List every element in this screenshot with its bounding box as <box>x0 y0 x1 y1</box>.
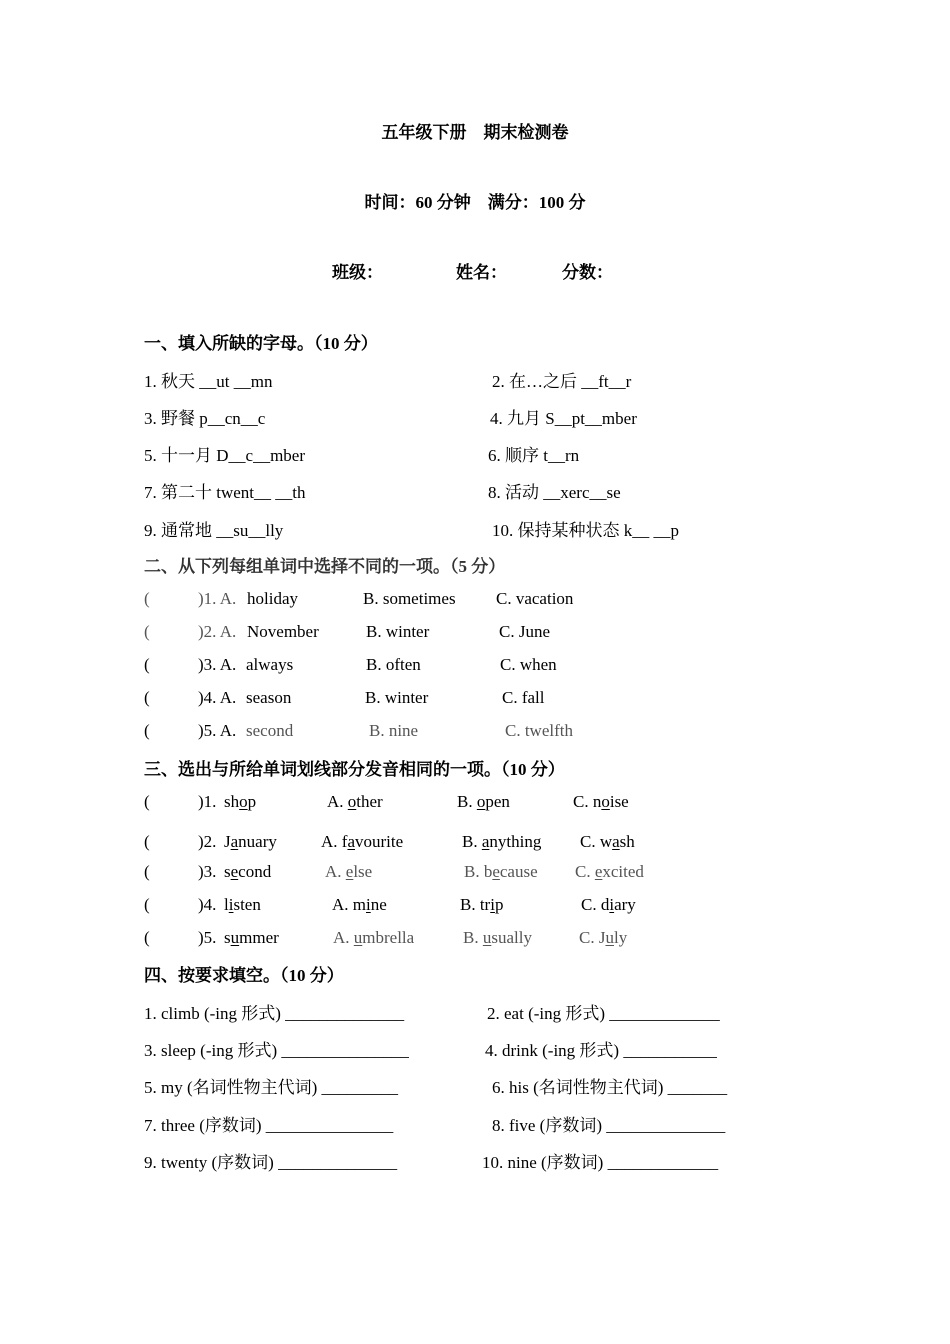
item-number: )3. A. <box>198 655 237 674</box>
s4-item-10: 10. nine (序数词) _____________ <box>482 1153 719 1172</box>
option-c: C. twelfth <box>505 721 573 740</box>
answer-paren: ( <box>144 792 150 811</box>
answer-paren: ( <box>144 832 150 851</box>
answer-paren: ( <box>144 589 150 608</box>
option-b: B. trip <box>460 895 504 914</box>
item-number: )4. A. <box>198 688 237 707</box>
s1-item-5: 5. 十一月 D__c__mber <box>144 446 306 465</box>
option-a: A. mine <box>332 895 387 914</box>
item-number: )5. A. <box>198 721 237 740</box>
s4-item-7: 7. three (序数词) _______________ <box>144 1116 394 1135</box>
item-number: )3. <box>198 862 217 881</box>
s1-item-7: 7. 第二十 twent__ __th <box>144 483 306 502</box>
s4-item-2: 2. eat (-ing 形式) _____________ <box>487 1004 720 1023</box>
target-word: January <box>224 832 277 851</box>
option-c: C. diary <box>581 895 636 914</box>
option-a: A. other <box>327 792 383 811</box>
answer-paren: ( <box>144 655 150 674</box>
item-number: )4. <box>198 895 217 914</box>
name-label: 姓名： <box>456 263 507 282</box>
s1-item-1: 1. 秋天 __ut __mn <box>144 372 273 391</box>
s4-item-4: 4. drink (-ing 形式) ___________ <box>485 1041 717 1060</box>
s1-item-10: 10. 保持某种状态 k__ __p <box>492 521 679 540</box>
item-number: )2. <box>198 832 217 851</box>
target-word: summer <box>224 928 279 947</box>
answer-paren: ( <box>144 928 150 947</box>
option-a: season <box>246 688 292 707</box>
option-c: C. noise <box>573 792 629 811</box>
option-a: holiday <box>247 589 298 608</box>
answer-paren: ( <box>144 895 150 914</box>
s4-item-5: 5. my (名词性物主代词) _________ <box>144 1078 399 1097</box>
s1-item-9: 9. 通常地 __su__lly <box>144 521 284 540</box>
option-c: C. wash <box>580 832 635 851</box>
s1-item-8: 8. 活动 __xerc__se <box>488 483 621 502</box>
section1-title: 一、填入所缺的字母。（10 分） <box>144 334 378 353</box>
section3-title: 三、选出与所给单词划线部分发音相同的一项。（10 分） <box>144 760 565 779</box>
item-number: )1. A. <box>198 589 237 608</box>
option-b: B. winter <box>365 688 429 707</box>
item-number: )5. <box>198 928 217 947</box>
target-word: shop <box>224 792 257 811</box>
option-b: B. sometimes <box>363 589 456 608</box>
section2-title: 二、从下列每组单词中选择不同的一项。（5 分） <box>144 557 506 576</box>
section4-title: 四、按要求填空。（10 分） <box>144 966 344 985</box>
answer-paren: ( <box>144 721 150 740</box>
s4-item-8: 8. five (序数词) ______________ <box>492 1116 726 1135</box>
answer-paren: ( <box>144 622 150 641</box>
s4-item-1: 1. climb (-ing 形式) ______________ <box>144 1004 405 1023</box>
score-label: 分数： <box>562 263 613 282</box>
option-c: C. fall <box>502 688 545 707</box>
option-a: second <box>246 721 294 740</box>
s1-item-3: 3. 野餐 p__cn__c <box>144 409 266 428</box>
option-c: C. excited <box>575 862 644 881</box>
option-b: B. nine <box>369 721 419 740</box>
exam-meta: 时间：60 分钟 满分：100 分 <box>364 193 586 212</box>
answer-paren: ( <box>144 688 150 707</box>
s1-item-4: 4. 九月 S__pt__mber <box>490 409 637 428</box>
s4-item-6: 6. his (名词性物主代词) _______ <box>492 1078 728 1097</box>
option-a: A. favourite <box>321 832 404 851</box>
option-c: C. July <box>579 928 628 947</box>
option-b: B. open <box>457 792 510 811</box>
option-c: C. June <box>499 622 550 641</box>
option-c: C. vacation <box>496 589 574 608</box>
option-a: always <box>246 655 294 674</box>
option-b: B. anything <box>462 832 542 851</box>
target-word: second <box>224 862 272 881</box>
option-a: A. else <box>325 862 373 881</box>
item-number: )2. A. <box>198 622 237 641</box>
option-c: C. when <box>500 655 557 674</box>
option-a: November <box>247 622 319 641</box>
s1-item-6: 6. 顺序 t__rn <box>488 446 580 465</box>
option-b: B. winter <box>366 622 430 641</box>
class-label: 班级： <box>332 263 383 282</box>
option-b: B. because <box>464 862 538 881</box>
s4-item-3: 3. sleep (-ing 形式) _______________ <box>144 1041 409 1060</box>
option-b: B. usually <box>463 928 532 947</box>
answer-paren: ( <box>144 862 150 881</box>
page-title: 五年级下册 期末检测卷 <box>381 123 569 142</box>
target-word: listen <box>224 895 261 914</box>
item-number: )1. <box>198 792 217 811</box>
s4-item-9: 9. twenty (序数词) ______________ <box>144 1153 398 1172</box>
s1-item-2: 2. 在…之后 __ft__r <box>492 372 632 391</box>
option-a: A. umbrella <box>333 928 415 947</box>
option-b: B. often <box>366 655 421 674</box>
